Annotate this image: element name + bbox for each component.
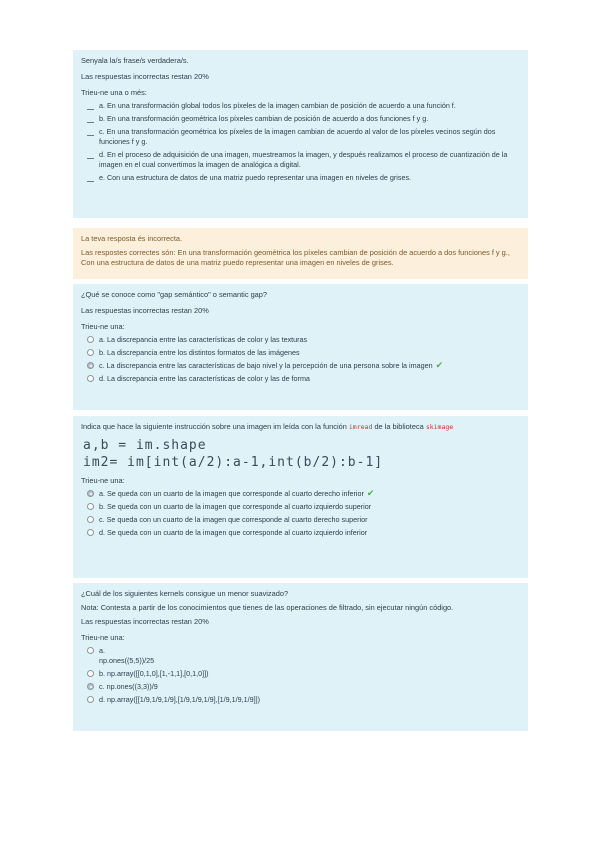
q1-option-b[interactable]	[87, 114, 520, 124]
radio-button[interactable]	[87, 696, 94, 703]
q2-option-b[interactable]	[87, 348, 520, 358]
q4-option-b-label: b. np.array([[0,1,0],[1,-1,1],[0,1,0]])	[99, 669, 209, 678]
q2-option-a[interactable]	[87, 335, 520, 345]
question-1-prompt: Trieu-ne una o més:	[81, 88, 147, 97]
check-icon: ✔	[366, 488, 375, 498]
q4-option-d-label: d. np.array([[1/9,1/9,1/9],[1/9,1/9,1/9],[1/9,1/9,1/9]])	[99, 695, 261, 704]
radio-button-selected[interactable]	[87, 490, 94, 497]
radio-button[interactable]	[87, 647, 94, 654]
q4-option-a-label: a.	[99, 646, 105, 655]
q3-option-b-label: b. Se queda con un cuarto de la imagen que corresponde al cuarto izquierdo superior	[99, 502, 372, 511]
question-3-prompt: Trieu-ne una:	[81, 476, 125, 485]
feedback-correct-answers: Las respostes correctes són: En una transformación geométrica los píxeles cambian de posición de acuerdo a dos funciones f y g., Con una estructura de datos de una matriz puedo representar una imagen en niveles de grises.	[81, 248, 510, 267]
q3-option-c-label: c. Se queda con un cuarto de la imagen que corresponde al cuarto derecho superior	[99, 515, 368, 524]
q2-option-d[interactable]	[87, 374, 520, 384]
radio-button[interactable]	[87, 503, 94, 510]
q1-option-a-label: a. En una transformación global todos los píxeles de la imagen cambian de posición de acuerdo a una función f.	[99, 101, 456, 110]
q3-option-d[interactable]	[87, 528, 520, 538]
question-2-card	[73, 284, 528, 410]
code-line-1: a,b = im.shape	[83, 438, 207, 453]
q4-option-d[interactable]	[87, 695, 520, 705]
radio-button-selected[interactable]	[87, 362, 94, 369]
checkbox[interactable]	[87, 115, 94, 123]
question-4-title: ¿Cuál de los siguientes kernels consigue un menor suavizado?	[81, 589, 289, 598]
q1-option-e-label: e. Con una estructura de datos de una matriz puedo representar una imagen en niveles de grises.	[99, 173, 412, 182]
feedback-panel	[73, 228, 528, 279]
q2-option-c-label: c. La discrepancia entre las características de bajo nivel y la percepción de una persona sobre la imagen	[99, 361, 433, 370]
checkbox[interactable]	[87, 174, 94, 182]
question-1-title: Senyala la/s frase/s verdadera/s.	[81, 56, 189, 65]
radio-button-selected[interactable]	[87, 683, 94, 690]
question-1-penalty: Las respuestas incorrectas restan 20%	[81, 72, 209, 81]
question-3-card	[73, 416, 528, 578]
question-1-card	[73, 50, 528, 218]
feedback-incorrect: La teva resposta és incorrecta.	[81, 234, 183, 243]
q1-option-b-label: b. En una transformación geométrica los píxeles cambian de posición de acuerdo a dos funciones f y g.	[99, 114, 429, 123]
q2-option-a-label: a. La discrepancia entre las características de color y las texturas	[99, 335, 308, 344]
q4-option-b[interactable]	[87, 669, 520, 679]
q1-option-d-label: d. En el proceso de adquisición de una imagen, muestreamos la imagen, y después realizamos el proceso de cuantización de la imagen en el cual convertimos la imagen de analógica a digital.	[99, 150, 508, 169]
question-3-intro-text: Indica que hace la siguiente instrucción sobre una imagen im leída con la función	[81, 422, 347, 431]
function-name: imread	[348, 423, 373, 431]
question-4-prompt: Trieu-ne una:	[81, 633, 125, 642]
q1-option-a[interactable]	[87, 101, 520, 111]
q3-option-a[interactable]	[87, 489, 520, 499]
library-name: skimage	[425, 423, 454, 431]
checkbox[interactable]	[87, 128, 94, 136]
q1-option-d[interactable]	[87, 150, 520, 170]
q4-option-c-label: c. np.ones((3,3))/9	[99, 682, 158, 691]
radio-button[interactable]	[87, 670, 94, 677]
radio-button[interactable]	[87, 529, 94, 536]
q2-option-b-label: b. La discrepancia entre los distintos formatos de las imágenes	[99, 348, 300, 357]
q1-option-e[interactable]	[87, 173, 520, 183]
q3-option-d-label: d. Se queda con un cuarto de la imagen que corresponde al cuarto izquierdo inferior	[99, 528, 368, 537]
question-3-lib-text: de la biblioteca	[374, 422, 424, 431]
code-line-2: im2= im[int(a/2):a-1,int(b/2):b-1]	[83, 455, 384, 470]
radio-button[interactable]	[87, 336, 94, 343]
q2-option-c[interactable]	[87, 361, 520, 371]
q1-option-c-label: c. En una transformación geométrica los píxeles de la imagen cambian de acuerdo al valor de los píxeles vecinos según dos funciones f y g.	[99, 127, 496, 146]
q3-option-b[interactable]	[87, 502, 520, 512]
q3-option-c[interactable]	[87, 515, 520, 525]
question-2-title: ¿Qué se conoce como "gap semántico" o semantic gap?	[81, 290, 268, 299]
question-3-intro	[81, 422, 520, 432]
checkbox[interactable]	[87, 102, 94, 110]
q4-option-c[interactable]	[87, 682, 520, 692]
radio-button[interactable]	[87, 516, 94, 523]
radio-button[interactable]	[87, 375, 94, 382]
q4-option-a[interactable]	[87, 646, 520, 666]
q2-option-d-label: d. La discrepancia entre las características de color y las de forma	[99, 374, 310, 383]
checkbox[interactable]	[87, 151, 94, 159]
question-4-penalty: Las respuestas incorrectas restan 20%	[81, 617, 209, 626]
q4-option-a-text	[99, 646, 154, 666]
question-4-card	[73, 583, 528, 731]
radio-button[interactable]	[87, 349, 94, 356]
q4-option-a-value: np.ones((5,5))/25	[99, 656, 155, 665]
question-4-note: Nota: Contesta a partir de los conocimientos que tienes de las operaciones de filtrado, sin ejecutar ningún código.	[81, 603, 454, 612]
q1-option-c[interactable]	[87, 127, 520, 147]
q3-option-a-label: a. Se queda con un cuarto de la imagen que corresponde al cuarto derecho inferior	[99, 489, 364, 498]
question-2-penalty: Las respuestas incorrectas restan 20%	[81, 306, 209, 315]
question-2-prompt: Trieu-ne una:	[81, 322, 125, 331]
check-icon: ✔	[435, 360, 444, 370]
